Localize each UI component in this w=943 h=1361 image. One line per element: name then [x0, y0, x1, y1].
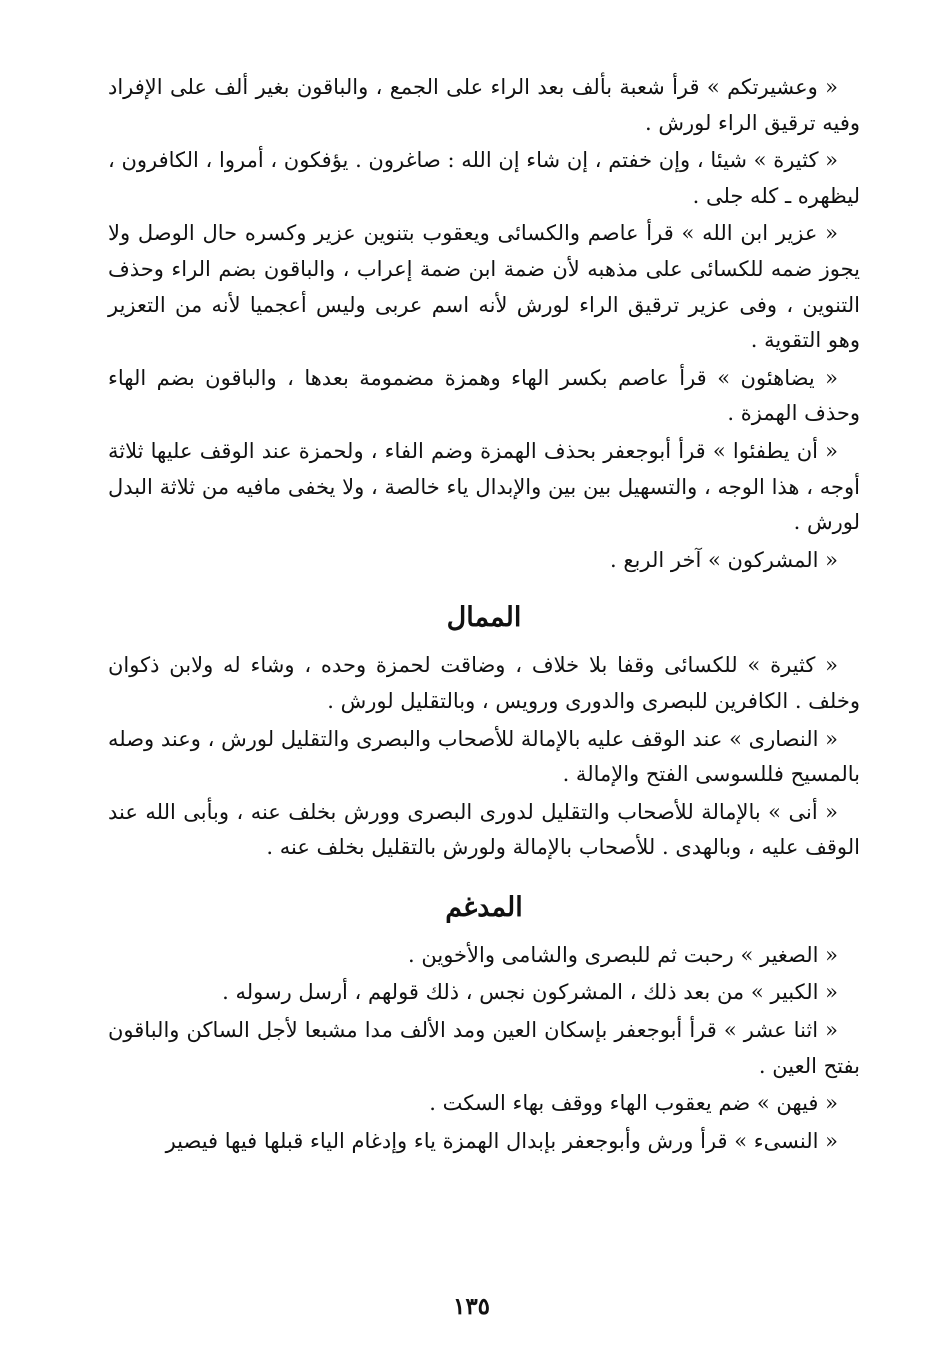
- paragraph-yutfiu: « أن يطفئوا » قرأ أبوجعفر بحذف الهمزة وضم الفاء ، ولحمزة عند الوقف عليها ثلاثة أوجه ، هذا الوجه ، والتسهيل بين بين والإبدال ياء خالصة ، ولا يخفى مافيه من ثلاثة البدل لورش .: [108, 438, 860, 535]
- paragraph-waashiratukum: « وعشيرتكم » قرأ شعبة بألف بعد الراء على الجمع ، والباقون بغير ألف على الإفراد وفيه ترقيق الراء لورش .: [108, 75, 860, 135]
- paragraph-imala-nasara: « النصارى » عند الوقف عليه بالإمالة للأصحاب والبصرى والتقليل لورش ، وعند وصله بالمسيح فللسوسى الفتح والإمالة .: [108, 726, 860, 787]
- paragraph-kathira-shay: « كثيرة » شيئا ، وإن خفتم ، إن شاء إن الله : صاغرون . يؤفكون ، أمروا ، الكافرون ، ليظهره ـ كله جلى .: [108, 148, 860, 208]
- paragraph-fihinna: « فيهن » ضم يعقوب الهاء ووقف بهاء السكت .: [429, 1091, 838, 1116]
- book-page: [108, 70, 860, 1161]
- heading-idgham: المدغم: [445, 891, 523, 923]
- page-number: ١٣٥: [452, 1293, 491, 1320]
- heading-imala: الممال: [446, 602, 522, 634]
- paragraph-idgham-saghir: « الصغير » رحبت ثم للبصرى والشامى والأخوين .: [408, 942, 838, 967]
- paragraph-yudahiun: « يضاهئون » قرأ عاصم بكسر الهاء وهمزة مضمومة بعدها ، والباقون بضم الهاء وحذف الهمزة .: [108, 365, 860, 426]
- paragraph-imala-anna: « أنى » بالإمالة للأصحاب والتقليل لدورى البصرى وورش بخلف عنه ، وبأبى الله عند الوقف عليه ، وبالهدى . للأصحاب بالإمالة ولورش بالتقليل بخلف عنه .: [108, 799, 860, 860]
- paragraph-imala-kathira: « كثيرة » للكسائى وقفا بلا خلاف ، وضاقت لحمزة وحده ، وشاء له ولابن ذكوان وخلف . الكافرين للبصرى والدورى ورويس ، وبالتقليل لورش .: [108, 653, 860, 713]
- paragraph-uzayr: « عزير ابن الله » قرأ عاصم والكسائى ويعقوب بتنوين عزير وكسره حال الوصل ولا يجوز ضمه للكسائى على مذهبه لأن ضمة ابن ضمة إعراب ، والباقون بضم الراء وحذف التنوين ، وفى عزير ترقيق الراء لورش لأنه اسم عربى وليس أعجميا لأنه من التعزير وهو التقوية .: [108, 221, 860, 353]
- paragraph-mushrikun-end-rub: « المشركون » آخر الربع .: [610, 547, 838, 572]
- paragraph-ithna-ashar: « اثنا عشر » قرأ أبوجعفر بإسكان العين ومد الألف مدا مشبعا لأجل الساكن والباقون بفتح العين .: [108, 1018, 860, 1078]
- paragraph-idgham-kabir: « الكبير » من بعد ذلك ، المشركون نجس ، ذلك قولهم ، أرسل رسوله .: [222, 980, 838, 1005]
- paragraph-nasi: « النسىء » قرأ ورش وأبوجعفر بإبدال الهمزة ياء وإدغام الياء قبلها فيها فيصير: [165, 1128, 838, 1153]
